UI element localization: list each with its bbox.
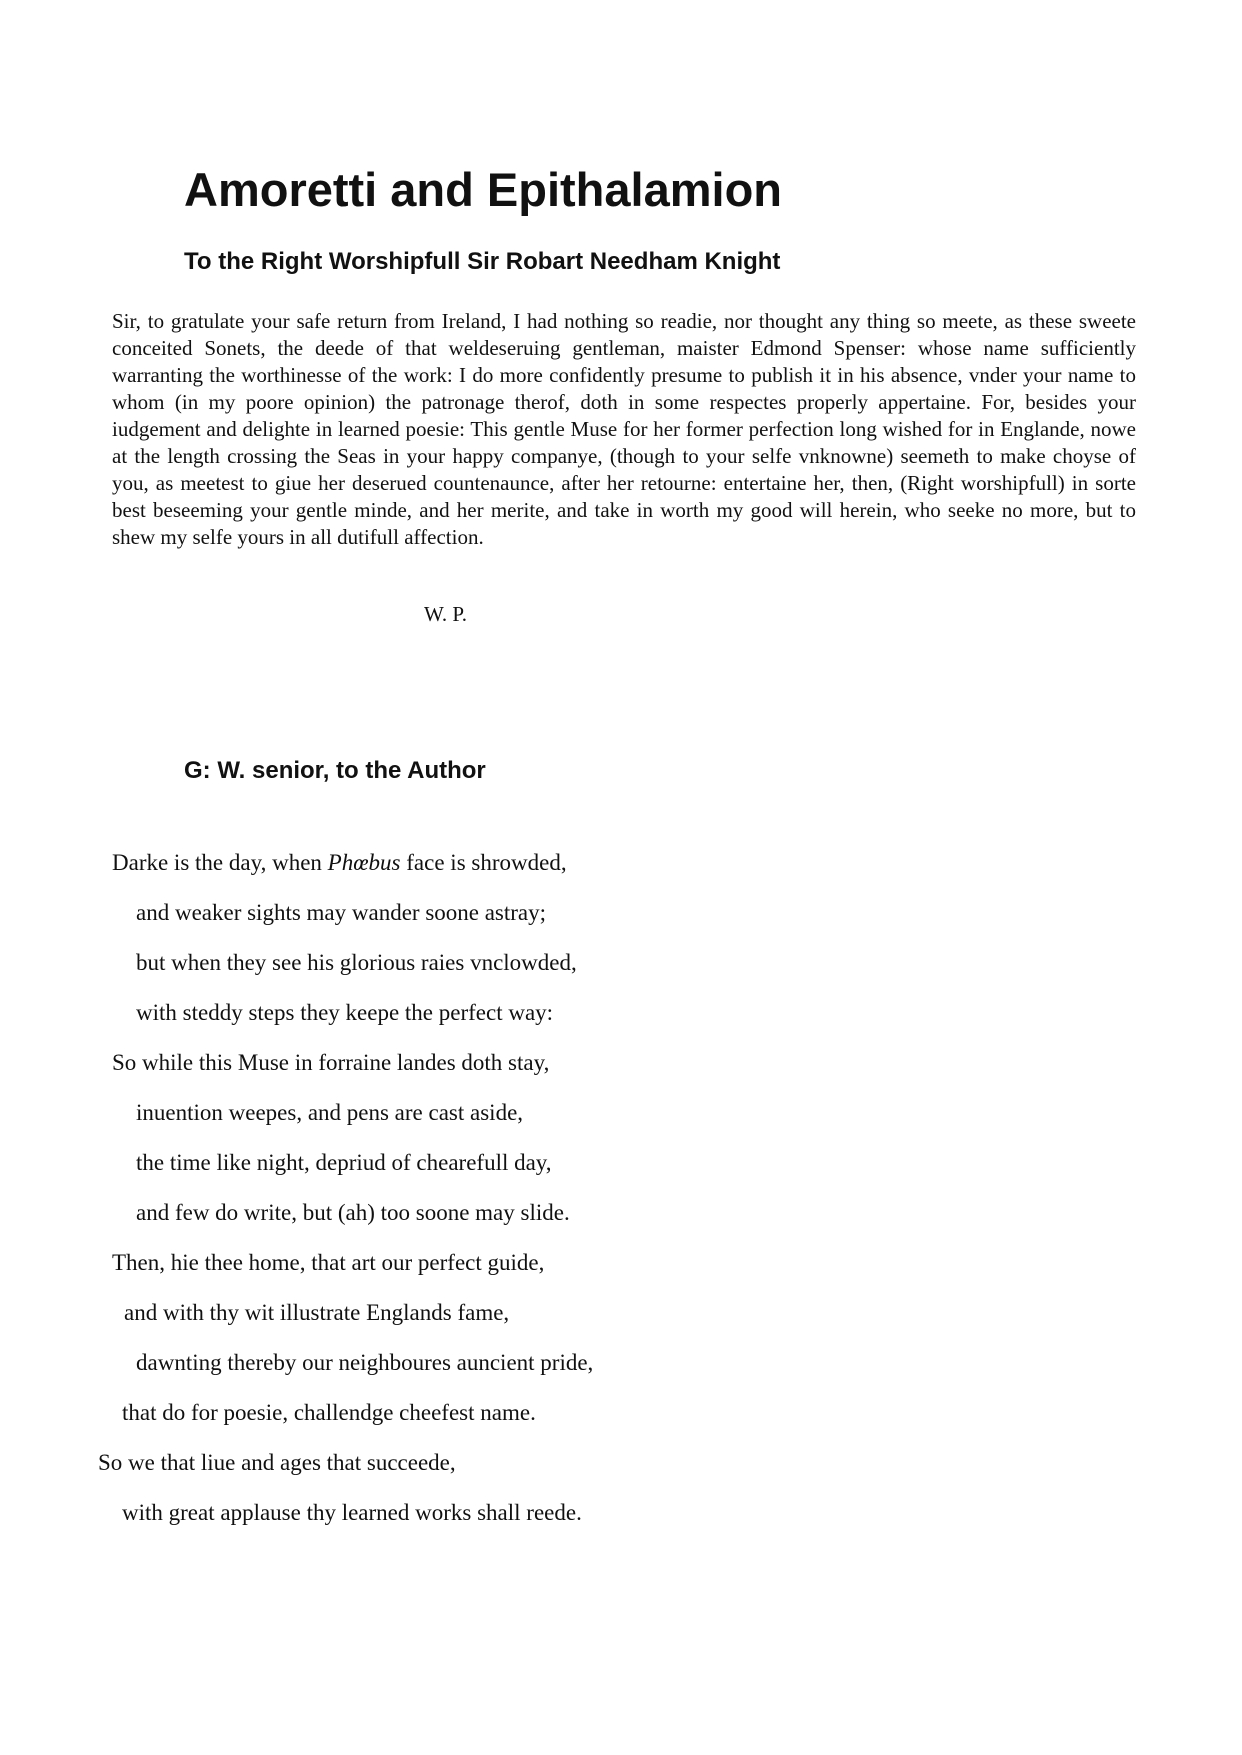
document-title: Amoretti and Epithalamion (184, 163, 782, 216)
poem-line-text: face is shrowded, (400, 850, 567, 875)
poem-line: and with thy wit illustrate Englands fame, (124, 1300, 510, 1325)
poem-line: that do for poesie, challendge cheefest name. (122, 1400, 536, 1425)
poem-line (112, 848, 567, 878)
poem-line: but when they see his glorious raies vnclowded, (136, 950, 577, 975)
poem-line: and few do write, but (ah) too soone may slide. (136, 1200, 570, 1225)
poem-italic-name: Phœbus (327, 850, 401, 875)
poem-line: inuention weepes, and pens are cast aside, (136, 1100, 524, 1125)
poem-line: the time like night, depriud of chearefull day, (136, 1150, 552, 1175)
poem-line: with steddy steps they keepe the perfect way: (136, 1000, 554, 1025)
signature: W. P. (424, 602, 467, 626)
poem-line: and weaker sights may wander soone astray; (136, 900, 547, 925)
dedication-heading: To the Right Worshipfull Sir Robart Needham Knight (184, 248, 781, 275)
poem-line: Then, hie thee home, that art our perfect guide, (112, 1250, 545, 1275)
poem-line: with great applause thy learned works shall reede. (122, 1500, 582, 1525)
poem-line: So we that liue and ages that succeede, (98, 1450, 456, 1475)
poem-line: dawnting thereby our neighboures auncient pride, (136, 1350, 594, 1375)
poem-heading: G: W. senior, to the Author (184, 757, 486, 784)
dedication-letter: Sir, to gratulate your safe return from Ireland, I had nothing so readie, nor thought any thing so meete, as these sweete conceited Sonets, the deede of that weldeseruing gentleman, maister Edmond Spenser: whose name sufficiently warranting the worthinesse of the work: I do more confidently presume to publish it in his absence, vnder your name to whom (in my poore opinion) the patronage therof, doth in some respectes properly appertaine. For, besides your iudgement and delighte in learned poesie: This gentle Muse for her former perfection long wished for in Englande, nowe at the length crossing the Seas in your happy companye, (though to your selfe vnknowne) seemeth to make choyse of you, as meetest to giue her deserued countenaunce, after her retourne: entertaine her, then, (Right worshipfull) in sorte best beseeming your gentle minde, and her merite, and take in worth my good will herein, who seeke no more, but to shew my selfe yours in all dutifull affection. (112, 309, 1136, 549)
poem-line-text: Darke is the day, when (112, 850, 328, 875)
poem-line: So while this Muse in forraine landes doth stay, (112, 1050, 550, 1075)
